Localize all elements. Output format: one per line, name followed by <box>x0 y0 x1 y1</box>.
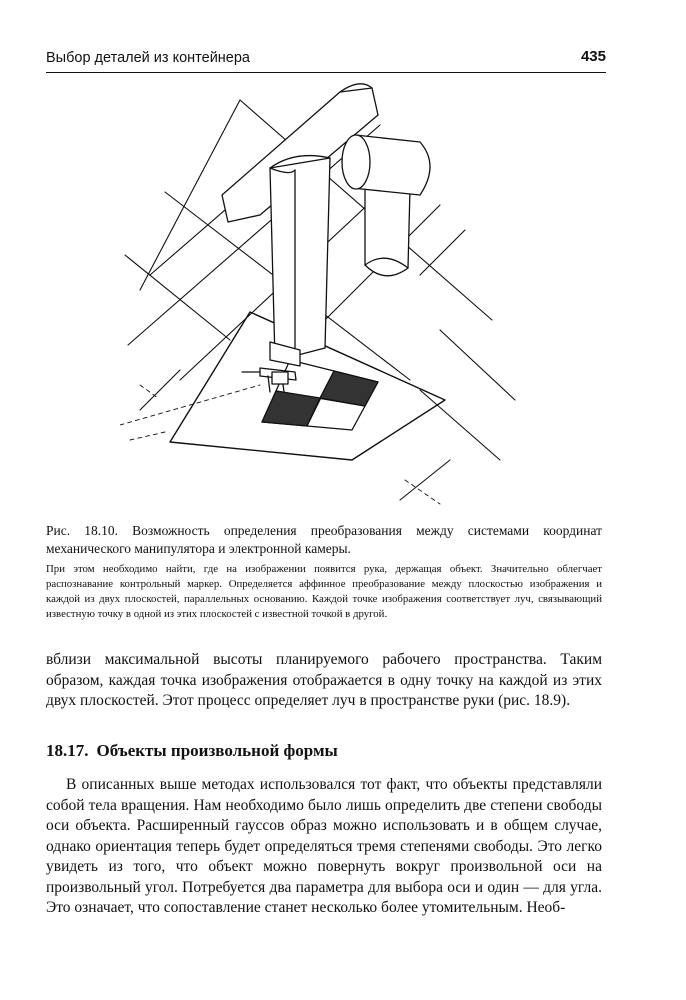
section-number: 18.17. <box>46 741 89 760</box>
shoulder-cylinder <box>342 135 430 195</box>
running-head <box>46 50 606 72</box>
figure-caption: Рис. 18.10. Возможность определения преобразования между системами координат механического манипулятора и электронной камеры. <box>46 523 602 556</box>
body-paragraph-2: В описанных выше методах использовался тот факт, что объекты представляли собой тела вращения. Нам необходимо было лишь определить две степени свободы оси объекта. Расширенный гауссов образ можно использовать и в общем случае, однако ориентация теперь будет определяться тремя степенями свободы. Это легко увидеть из того, что объект можно повернуть вокруг произвольной оси на произвольный угол. Потребуется два параметра для выбора оси и один — для угла. Это означает, что сопоставление станет несколько более утомительным. Необ- <box>46 776 602 916</box>
forearm <box>270 156 330 360</box>
section-title: Объекты произвольной формы <box>96 741 338 760</box>
page-number: 435 <box>580 48 606 65</box>
robot-arm-figure <box>120 80 520 510</box>
figure-note: При этом необходимо найти, где на изображении появится рука, держащая объект. Значительно облегчает распознавание контрольный маркер. Определяется аффинное преобразование между плоскостью изображения и каждой из двух плоскостей, параллельных основанию. Каждой точке изображения соответствует луч, связывающий известную точку в одной из этих плоскостей с известной точкой в другой. <box>46 563 602 620</box>
header-rule <box>46 72 606 73</box>
running-head-title: Выбор деталей из контейнера <box>46 50 250 66</box>
section-heading <box>46 741 602 761</box>
vertical-cylinder <box>365 188 410 276</box>
body-paragraph-1: вблизи максимальной высоты планируемого рабочего пространства. Таким образом, каждая точка изображения отображается в одну точку на каждой из этих двух плоскостей. Этот процесс определяет луч в пространстве руки (рис. 18.9). <box>46 651 602 709</box>
gripper <box>242 342 300 392</box>
